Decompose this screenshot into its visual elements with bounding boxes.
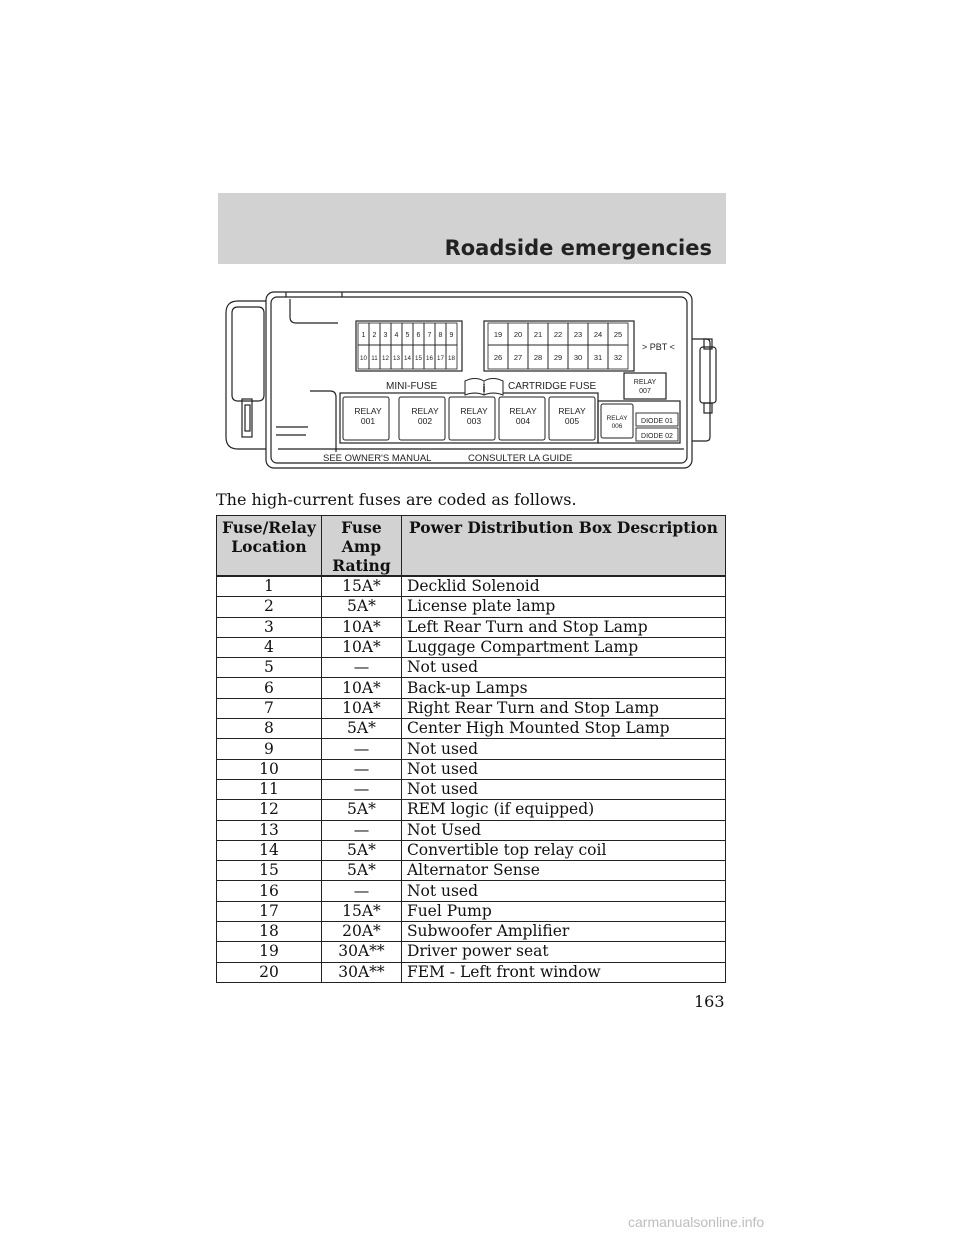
cell-location: 4 [217, 637, 322, 657]
cell-description: Not Used [401, 820, 725, 840]
section-header [218, 193, 726, 264]
relay-label: RELAY [558, 406, 586, 416]
cell-description: Left Rear Turn and Stop Lamp [401, 617, 725, 637]
relay-number: 002 [417, 416, 433, 426]
cell-description: Convertible top relay coil [401, 840, 725, 860]
cell-amp-rating: — [321, 820, 401, 840]
mini-fuse-label: 18 [448, 355, 455, 362]
cell-amp-rating: — [321, 759, 401, 779]
mini-fuse-label: 1 [361, 332, 366, 339]
diode-02-label: DIODE 02 [641, 433, 673, 440]
mini-fuse-section-label: MINI-FUSE [386, 381, 438, 392]
table-row [217, 719, 726, 739]
cell-amp-rating: — [321, 779, 401, 799]
table-row [217, 759, 726, 779]
table-row [217, 637, 726, 657]
cell-location: 1 [217, 576, 322, 597]
cell-description: License plate lamp [401, 597, 725, 617]
cell-location: 17 [217, 901, 322, 921]
mini-fuse-label: 2 [372, 332, 377, 339]
header-description: Power Distribution Box Description [401, 516, 725, 577]
table-row [217, 800, 726, 820]
cartridge-fuse-label: 25 [613, 330, 623, 339]
mini-fuse-label: 11 [371, 355, 378, 362]
table-row [217, 576, 726, 597]
cell-amp-rating: 10A* [321, 637, 401, 657]
cell-location: 19 [217, 942, 322, 962]
cell-location: 6 [217, 678, 322, 698]
cartridge-fuse-label: 20 [513, 330, 523, 339]
cell-amp-rating: 30A** [321, 942, 401, 962]
cell-location: 5 [217, 658, 322, 678]
cartridge-fuse-label: 22 [553, 330, 563, 339]
consulter-la-guide-text: CONSULTER LA GUIDE [468, 453, 573, 464]
cell-amp-rating: 15A* [321, 901, 401, 921]
cell-location: 12 [217, 800, 322, 820]
relay-006-number: 006 [611, 423, 623, 430]
relay-label: RELAY [354, 406, 382, 416]
cell-description: Fuel Pump [401, 901, 725, 921]
table-row [217, 597, 726, 617]
see-owners-manual-text: SEE OWNER'S MANUAL [323, 453, 432, 464]
cell-amp-rating: 5A* [321, 861, 401, 881]
mini-fuse-label: 7 [427, 332, 432, 339]
cell-location: 20 [217, 962, 322, 982]
cartridge-fuse-label: 24 [593, 330, 603, 339]
table-row [217, 840, 726, 860]
cartridge-fuse-label: 26 [493, 353, 503, 362]
cell-description: Not used [401, 759, 725, 779]
cell-location: 11 [217, 779, 322, 799]
cartridge-fuse-label: 30 [573, 353, 583, 362]
cartridge-fuse-label: 29 [553, 353, 563, 362]
cell-description: Alternator Sense [401, 861, 725, 881]
cell-amp-rating: 10A* [321, 678, 401, 698]
mini-fuse-label: 17 [437, 355, 444, 362]
cell-location: 7 [217, 698, 322, 718]
page-number: 163 [694, 992, 725, 1011]
relay-007-label: RELAY [633, 379, 657, 386]
mini-fuse-label: 14 [404, 355, 411, 362]
mini-fuse-grid [358, 323, 457, 369]
cell-description: Luggage Compartment Lamp [401, 637, 725, 657]
relay-label: RELAY [460, 406, 488, 416]
table-row [217, 901, 726, 921]
relay-number: 005 [564, 416, 580, 426]
header-amp-rating: Fuse Amp Rating [321, 516, 401, 577]
table-row [217, 779, 726, 799]
cell-location: 13 [217, 820, 322, 840]
cartridge-fuse-label: 28 [533, 353, 543, 362]
relay-number: 003 [466, 416, 482, 426]
relay-006-label: RELAY [606, 415, 628, 422]
table-row [217, 698, 726, 718]
mini-fuse-label: 9 [449, 332, 454, 339]
cell-description: Not used [401, 658, 725, 678]
relay-label: RELAY [411, 406, 439, 416]
fuse-box-diagram [218, 287, 730, 473]
header-location: Fuse/Relay Location [217, 516, 322, 577]
cell-location: 14 [217, 840, 322, 860]
cell-location: 2 [217, 597, 322, 617]
owners-manual-icon [465, 379, 503, 396]
cartridge-fuse-grid [488, 323, 628, 369]
cell-description: REM logic (if equipped) [401, 800, 725, 820]
table-row [217, 942, 726, 962]
relay-number: 001 [360, 416, 376, 426]
fuse-box-svg [218, 287, 730, 473]
mini-fuse-label: 8 [438, 332, 443, 339]
relay-007-number: 007 [639, 388, 651, 395]
cell-description: FEM - Left front window [401, 962, 725, 982]
table-header-row [217, 516, 726, 577]
mini-fuse-label: 12 [382, 355, 389, 362]
cell-description: Driver power seat [401, 942, 725, 962]
mini-fuse-label: 10 [360, 355, 367, 362]
cartridge-fuse-label: 23 [573, 330, 583, 339]
table-row [217, 922, 726, 942]
diode-01-label: DIODE 01 [641, 418, 673, 425]
cell-location: 18 [217, 922, 322, 942]
cartridge-fuse-label: 32 [613, 353, 623, 362]
cell-description: Right Rear Turn and Stop Lamp [401, 698, 725, 718]
relay-row [343, 397, 595, 440]
cell-amp-rating: 5A* [321, 840, 401, 860]
cell-amp-rating: — [321, 881, 401, 901]
cell-location: 9 [217, 739, 322, 759]
cartridge-fuse-label: 27 [513, 353, 523, 362]
mini-fuse-label: 6 [416, 332, 421, 339]
table-row [217, 881, 726, 901]
cell-location: 16 [217, 881, 322, 901]
cartridge-fuse-label: 31 [593, 353, 603, 362]
cartridge-fuse-label: 19 [493, 330, 503, 339]
table-row [217, 962, 726, 982]
fuse-table [216, 515, 726, 983]
cell-amp-rating: 5A* [321, 597, 401, 617]
cell-description: Not used [401, 779, 725, 799]
mini-fuse-label: 5 [405, 332, 410, 339]
cell-amp-rating: — [321, 739, 401, 759]
cell-amp-rating: — [321, 658, 401, 678]
relay-label: RELAY [509, 406, 537, 416]
cell-amp-rating: 20A* [321, 922, 401, 942]
mini-fuse-label: 3 [383, 332, 388, 339]
pbt-label: > PBT < [642, 342, 675, 352]
cell-description: Not used [401, 881, 725, 901]
table-body [217, 576, 726, 982]
cell-description: Subwoofer Amplifier [401, 922, 725, 942]
cell-location: 3 [217, 617, 322, 637]
cell-location: 8 [217, 719, 322, 739]
cell-amp-rating: 5A* [321, 800, 401, 820]
cell-description: Decklid Solenoid [401, 576, 725, 597]
cell-description: Center High Mounted Stop Lamp [401, 719, 725, 739]
cell-description: Back-up Lamps [401, 678, 725, 698]
cartridge-fuse-label: 21 [533, 330, 543, 339]
mini-fuse-label: 4 [394, 332, 399, 339]
cell-location: 10 [217, 759, 322, 779]
cell-amp-rating: 10A* [321, 617, 401, 637]
mini-fuse-label: 16 [426, 355, 433, 362]
cell-amp-rating: 10A* [321, 698, 401, 718]
table-row [217, 658, 726, 678]
cell-amp-rating: 5A* [321, 719, 401, 739]
intro-text: The high-current fuses are coded as follows. [216, 490, 577, 509]
table-row [217, 617, 726, 637]
cartridge-fuse-section-label: CARTRIDGE FUSE [508, 381, 597, 392]
watermark: carmanualsonline.info [628, 1214, 765, 1230]
mini-fuse-label: 13 [393, 355, 400, 362]
mini-fuse-label: 15 [415, 355, 422, 362]
table-row [217, 861, 726, 881]
table-row [217, 739, 726, 759]
cell-amp-rating: 30A** [321, 962, 401, 982]
section-title: Roadside emergencies [444, 236, 712, 260]
table-row [217, 820, 726, 840]
cell-description: Not used [401, 739, 725, 759]
info-glyph: i [482, 383, 486, 395]
relay-number: 004 [515, 416, 531, 426]
cell-location: 15 [217, 861, 322, 881]
table-row [217, 678, 726, 698]
cell-amp-rating: 15A* [321, 576, 401, 597]
